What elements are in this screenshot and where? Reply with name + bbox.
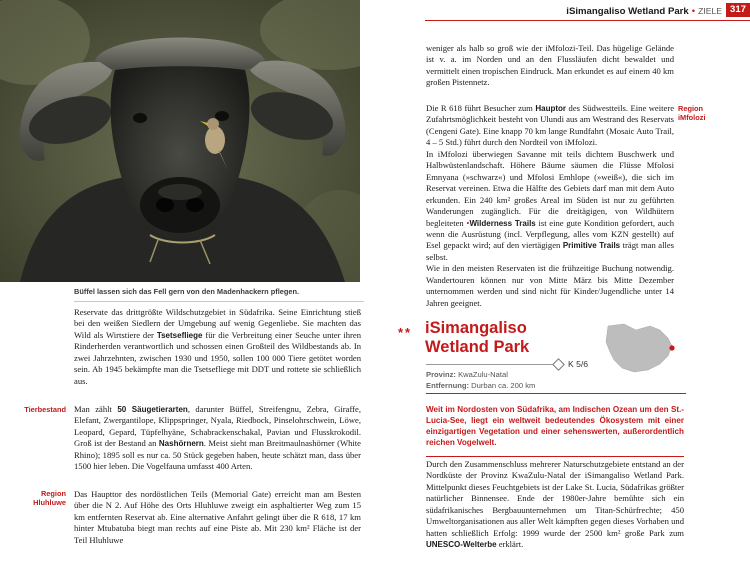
rating-divider: [426, 364, 562, 365]
photo-caption: Büffel lassen sich das Fell gern von den Madenhackern pflegen.: [74, 287, 300, 296]
text-run: Das Haupttor des nordöstlichen Teils (Memorial Gate) erreicht man am Besten über die N 2. Auf Höhe des Orts Hluhluwe zweigt ein asphaltierter Weg zum 15 km entfernten Reservat ab. Eine alternative Anfahrt gelingt über die R 618, 17 km hinter Mtubatuba biegt man rechts auf eine Piste ab. Mit 230 km² Fläche ist der Teil Hluhluwe: [74, 489, 361, 545]
header-section: ZIELE: [698, 6, 722, 16]
page-number: 317: [726, 3, 750, 17]
margin-label-region-hluhluwe: [8, 489, 66, 507]
left-column-paragraph-3: [74, 489, 361, 546]
keyword-tsetsefliege: Tsetsefliege: [156, 330, 203, 340]
running-header: [425, 0, 750, 20]
entry-body: [426, 459, 684, 551]
buffalo-photo: [0, 0, 360, 282]
text-run: für die Verbreitung einer Seuche unter ihren Rinderherden verantwortlich und schossen einen Großteil des Wildbestands ab. In zwei Jahrzehnten, zwischen 1930 und 1950, sollen 100 000 Tiere getötet worden sein. Ab 1945 bekämpfte man die Tsetsefliege mit DDT und rottete sie schließlich aus.: [74, 329, 361, 386]
text-run: trägt man alles selbst.: [426, 240, 675, 262]
highlight-bullet: •: [466, 217, 470, 228]
south-africa-map-icon: [602, 318, 682, 378]
label-line: Region: [40, 489, 66, 498]
rating-stars: **: [398, 325, 413, 340]
entry-title-line: Wetland Park: [425, 338, 530, 356]
text-run: Wie in den meisten Reservaten ist die frühzeitige Buchung notwendig. Wandertouren können nur von Mitte März bis Mitte Dezember unternommen werden und sind nicht für Kinder/Jugendliche unter 14 Jahren geeignet.: [426, 263, 674, 308]
text-run: weniger als halb so groß wie der iMfolozi-Teil. Das hügelige Gelände ist v. a. im Norden und an den Flussläufen dicht bewaldet und vermittelt einen tropischen Eindruck. Man erkundet es auf einem 40 km großen Pistennetz.: [426, 43, 674, 88]
intro-divider: [426, 456, 684, 457]
label-line: iMfolozi: [678, 113, 706, 122]
margin-label-tierbestand: Tierbestand: [24, 405, 66, 414]
label-line: Hluhluwe: [33, 498, 66, 507]
entry-title: [425, 319, 625, 357]
keyword-primitive-trails: Primitive Trails: [562, 241, 621, 251]
text-run: ist eine gute Kondition gefordert, auch wenn die Ausrüstung (incl. Verpflegung, alles vom KZN gestellt) auf Esel gepackt wird; auf den viertägigen: [426, 217, 674, 251]
text-run: Die R 618 führt Besucher zum: [426, 103, 533, 113]
text-run: des Südwestteils. Eine weitere Zufahrtsmöglichkeit besteht von Ulundi aus am Westrand des Reservats (Cengeni Gate). Eine knapp 70 km lange Rundfahrt (Mosaic Auto Trail, 4 – 5 Std.) führt durch den Nordteil von iMfolozi.: [426, 103, 675, 148]
text-run: . Meist sieht man Breitmaulnashörner (White Rhino); 1895 soll es nur ca. 50 Stück gegeben haben, heute schätzt man, dass über 1500 hier leben. Die Vogelfauna umfasst 400 Arten.: [74, 438, 361, 472]
text-run: Reservate das drittgrößte Wildschutzgebiet in Südafrika. Seine Einrichtung stieß bei den weißen Siedlern der Umgebung auf wenig Gegenliebe. Sie machten das Wild als Wirtstiere der: [74, 307, 361, 340]
caption-divider: [74, 301, 364, 302]
margin-label-region-imfolozi: [678, 104, 724, 122]
keyword-nashoerner: Nashörnern: [158, 439, 204, 449]
text-run: , darunter Büffel, Streifengnu, Zebra, Giraffe, Elefant, Zwergantilope, Klippspringer, Nyala, Riedbock, Pinselohrschwein, Löwe, Leopard, Gepard, Tüpfelhyäne, Schabrackenschakal, Pavian und Flusskrokodil. Groß ist der Bestand an: [74, 404, 362, 449]
text-run: In iMfolozi überwiegen Savanne mit teils dichtem Buschwerk und Halbwüstenlandschaft. Höhere Bäume säumen die Flüsse Mfolosi Emnyana (»schwarz«) und Mfolosi Emhlope (»weiß«), die sich im Reservat vereinen. Etwa die Hälfte des Gebiets darf man mit dem Auto erkunden. Ein 240 km² großes Areal im Süden ist nur zu geführten Wanderungen zugänglich. Für die dreitägigen, von Wildhütern begleiteten: [426, 148, 674, 228]
distance-value: Durban ca. 200 km: [471, 381, 536, 390]
keyword-wilderness-trails: Wilderness Trails: [469, 218, 536, 228]
keyword-unesco-welterbe: UNESCO-Welterbe: [426, 540, 497, 550]
meta-divider: [426, 393, 686, 394]
header-bullet: •: [691, 6, 696, 17]
province-value: KwaZulu-Natal: [458, 370, 508, 379]
rating-text: K 5/6: [568, 359, 589, 369]
header-text: [566, 6, 722, 17]
text-run: Durch den Zusammenschluss mehrerer Naturschutzgebiete entstand an der Nordküste der Provinz KwaZulu-Natal der iSimangaliso Wetland Park. Mittelpunkt dieses Feuchtgebiets ist der Lake St. Lucia, Südafrikas größter natürlicher Binnensee. Ende der 1980er-Jahre bemühte sich ein südafrikanisches Bergbauunternehmen um Titan-Schürfrechte; 450 Umweltorganisationen aus aller Welt kämpften gegen dieses Vorhaben und hatten schließlich Erfolg: 1999 wurde der 2500 km² große Park zum: [426, 459, 684, 538]
right-column-paragraph-1: [426, 43, 674, 89]
left-column-paragraph-1: [74, 307, 361, 387]
province-label: Provinz:: [426, 370, 456, 379]
distance-label: Entfernung:: [426, 381, 470, 390]
text-run: erklärt.: [498, 539, 524, 550]
entry-intro: Weit im Nordosten von Südafrika, am Indischen Ozean um den St.-Lucia-See, liegt ein weltweit bedeutendes Ökosystem mit einer einzigartigen Vegetation und einer sehenswerten, außerordentlich reichen Vogelwelt.: [426, 405, 684, 448]
header-divider: [425, 20, 750, 21]
distance-line: [426, 381, 535, 391]
label-line: Region: [678, 104, 704, 113]
right-column-paragraph-2: [426, 103, 674, 309]
header-title: iSimangaliso Wetland Park: [566, 6, 689, 17]
keyword-hauptor: Hauptor: [535, 104, 567, 113]
location-dot-icon: [669, 345, 674, 350]
province-line: [426, 370, 508, 380]
text-run: Man zählt: [74, 404, 112, 414]
keyword-saeugetierarten: 50 Säugetierarten: [117, 405, 188, 414]
left-column-paragraph-2: [74, 404, 361, 473]
diamond-icon: [552, 358, 565, 371]
buffalo-illustration: [0, 0, 360, 282]
entry-title-line: iSimangaliso: [425, 319, 527, 337]
